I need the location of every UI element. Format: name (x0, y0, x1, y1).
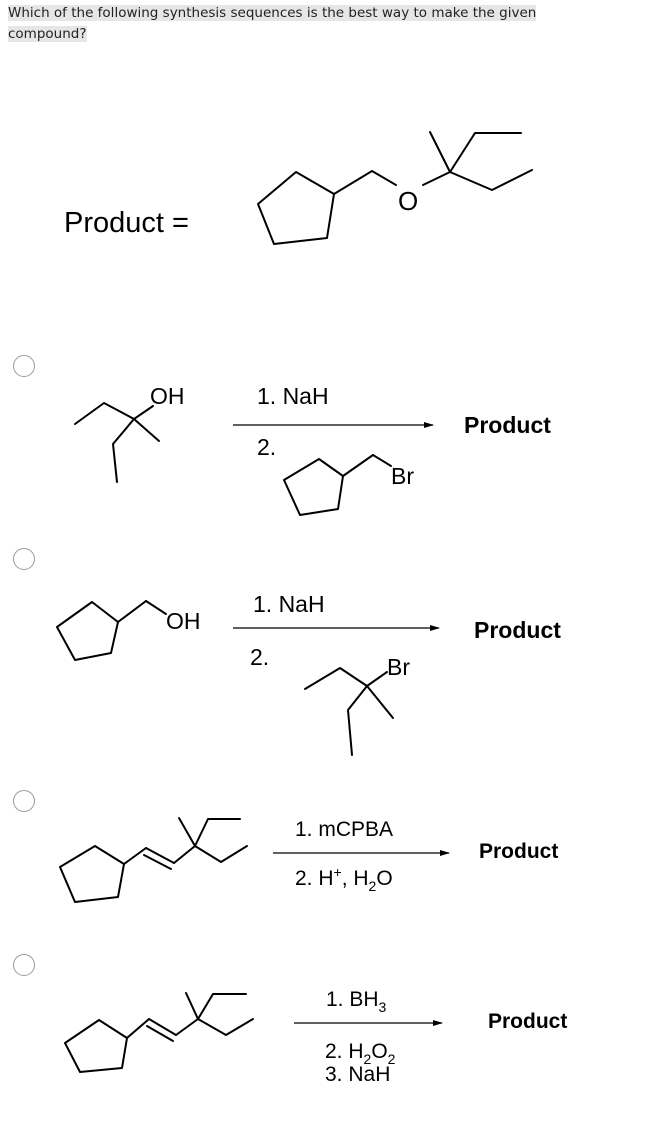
option-2-methyl (367, 686, 393, 718)
target-oxygen-label: O (398, 186, 419, 216)
option-3-ethyl-lower (195, 846, 247, 862)
option-1-ethyl-upper (75, 403, 134, 424)
option-4-step-1: 1. $BH_3$ (326, 988, 387, 1015)
option-3-alkene (60, 818, 247, 902)
product-label: Product = (64, 207, 189, 239)
option-3-double-bond-inner (144, 855, 171, 869)
option-1-reactant-alcohol (75, 403, 159, 482)
option-2-c-oh-bond (146, 601, 166, 614)
option-3-product: Product (479, 840, 559, 863)
option-3-step-2: 2. H+, $H_2O$ (295, 864, 393, 894)
option-2-ch2-bond (118, 601, 146, 622)
target-ch2-chain (334, 171, 396, 194)
option-4-alkene (65, 993, 253, 1072)
option-2-br-label: Br (387, 654, 410, 680)
target-cyclopentane-ring (258, 172, 334, 244)
option-3-c-quaternary-bond (174, 846, 195, 863)
option-3-double-bond (146, 848, 174, 863)
option-3-ethyl-upper (179, 818, 240, 846)
option-1-oh-label: OH (150, 383, 185, 409)
option-2-reactant-alcohol (57, 601, 166, 660)
option-4-step-2: 2. $H_2O_2$ (325, 1040, 396, 1067)
question-line-2: compound? (8, 26, 87, 42)
target-ethyl-upper (430, 132, 521, 172)
option-4-c-quaternary-bond (176, 1019, 198, 1035)
option-4-double-bond (149, 1019, 176, 1035)
option-4-ch2-bond (127, 1019, 149, 1038)
option-1-br-label: Br (391, 463, 414, 489)
option-4-ethyl-upper (186, 993, 246, 1019)
option-2-ethyl-lower (348, 686, 367, 755)
option-1-ethyl-lower (113, 419, 134, 482)
option-1-product: Product (464, 412, 551, 438)
option-1-c-br-bond (373, 455, 391, 466)
option-2-step-2-number: 2. (250, 644, 270, 670)
target-o-c-bond (423, 172, 450, 185)
option-2-ethyl-upper (305, 668, 367, 689)
option-4-cyclopentane-ring (65, 1020, 127, 1072)
option-1-methyl (134, 419, 159, 441)
target-ethyl-lower (450, 170, 532, 190)
option-1-step-1: 1. NaH (257, 383, 329, 409)
option-4-step-3: 3. NaH (325, 1063, 391, 1086)
question-line-1: Which of the following synthesis sequences is the best way to make the given (8, 5, 537, 21)
option-2-oh-label: OH (166, 608, 201, 634)
option-1-step-2-number: 2. (257, 434, 277, 460)
option-3-ch2-bond (124, 848, 146, 864)
option-3-step-1: 1. mCPBA (295, 818, 394, 841)
option-4-ethyl-lower (198, 1019, 253, 1035)
option-2-product: Product (474, 617, 561, 643)
option-4-double-bond-inner (147, 1026, 173, 1041)
option-4-product: Product (488, 1010, 568, 1033)
target-structure (258, 132, 532, 244)
option-3-cyclopentane-ring (60, 846, 124, 902)
option-1-ch2-bond (343, 455, 373, 476)
option-1-bromide-reagent (284, 455, 391, 515)
option-2-cyclopentane-ring (57, 602, 118, 660)
option-1-cyclopentane-ring (284, 459, 343, 515)
option-2-bromide-reagent (305, 668, 393, 755)
option-2-c-br-bond (367, 672, 387, 686)
option-2-step-1: 1. NaH (253, 591, 325, 617)
